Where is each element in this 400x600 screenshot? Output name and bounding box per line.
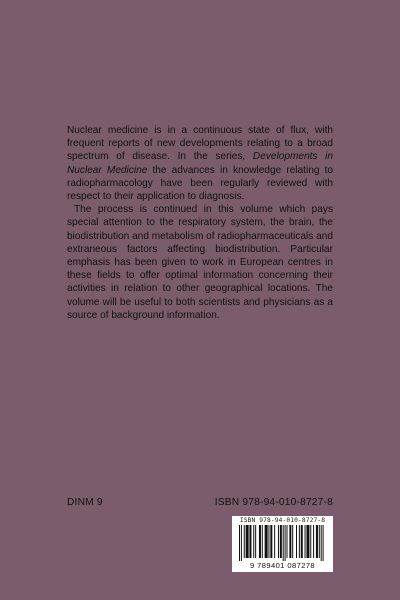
series-code: DINM 9: [67, 497, 103, 508]
barcode-bar: [249, 525, 251, 558]
barcode: [232, 516, 333, 572]
barcode-bar: [306, 525, 309, 558]
barcode-bar: [299, 525, 300, 558]
barcode-bar: [274, 525, 275, 558]
barcode-isbn-text: ISBN 978-94-010-8727-8: [239, 517, 326, 524]
series-title: Developments in Nuclear Medicine: [67, 151, 333, 176]
blurb-paragraph-1-end: the advances in knowledge relating to radiopharmacology have been regularly reviewed with respect to their application to diagnosis.: [67, 164, 333, 203]
barcode-bar: [316, 525, 318, 558]
barcode-bar: [239, 525, 240, 561]
barcode-bar: [305, 525, 306, 558]
barcode-bar: [289, 525, 291, 558]
barcode-bar: [262, 525, 263, 558]
barcode-bar: [244, 525, 245, 558]
barcode-bar: [321, 525, 322, 561]
barcode-bar: [310, 525, 311, 558]
blurb-paragraph-1: [67, 124, 333, 203]
barcode-bar: [296, 525, 297, 558]
barcode-bar: [280, 525, 282, 558]
barcode-bar: [270, 525, 272, 558]
barcode-bar: [265, 525, 268, 558]
barcode-bar: [278, 525, 279, 558]
barcode-bar: [259, 525, 261, 558]
barcode-bar: [285, 525, 286, 561]
barcode-bar: [319, 525, 320, 558]
barcode-bar: [253, 525, 254, 558]
barcode-bar: [313, 525, 314, 558]
blurb-paragraph-1-start: Nuclear medicine is in a continuous state of flux, with frequent reports of new developments relating to a broad spectrum of disease. In the series,: [67, 125, 333, 163]
barcode-bar: [268, 525, 269, 558]
barcode-bar: [323, 525, 324, 561]
barcode-bar: [292, 525, 293, 558]
barcode-bars: [239, 525, 326, 561]
barcode-bar: [241, 525, 242, 561]
blurb-paragraph-2: The process is continued in this volume which pays special attention to the respiratory system, the brain, the biodistribution and metabolism of radiopharmaceuticals and extraneous factors affecting biodistribution. Particular emphasis has been given to work in European centres in these fields to offer optimal information concerning their activities in relation to other geographical locations. The volume will be useful to both scientists and physicians as a source of background information.: [67, 204, 333, 321]
barcode-bar: [301, 525, 303, 558]
barcode-bar: [287, 525, 288, 558]
barcode-bar: [246, 525, 249, 558]
barcode-digits: 9 789401 087278: [249, 561, 316, 570]
barcode-bar: [283, 525, 284, 561]
barcode-bar: [255, 525, 256, 558]
isbn-label: ISBN 978-94-010-8727-8: [214, 497, 333, 508]
back-cover-blurb: [67, 124, 333, 322]
